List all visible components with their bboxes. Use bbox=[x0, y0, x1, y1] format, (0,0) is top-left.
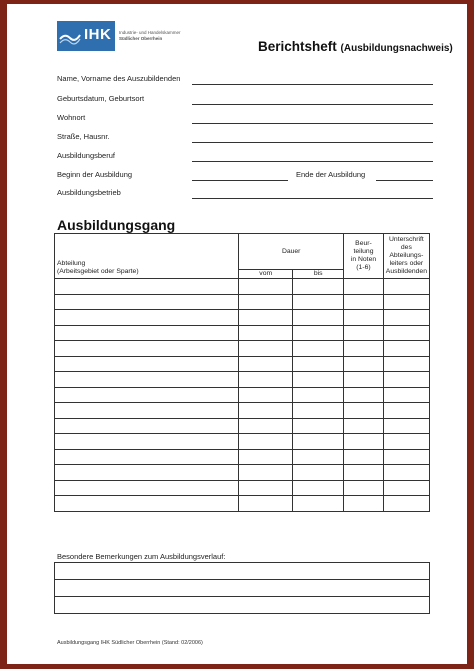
title-main: Berichtsheft bbox=[258, 39, 337, 54]
table-row bbox=[55, 496, 430, 512]
table-row bbox=[55, 480, 430, 496]
table-row bbox=[55, 325, 430, 341]
section-title: Ausbildungsgang bbox=[57, 217, 176, 233]
from-cell[interactable] bbox=[239, 496, 293, 512]
department-cell[interactable] bbox=[55, 480, 239, 496]
department-cell[interactable] bbox=[55, 325, 239, 341]
to-cell[interactable] bbox=[293, 418, 344, 434]
grade-cell[interactable] bbox=[344, 341, 384, 357]
residence-label: Wohnort bbox=[57, 113, 86, 122]
grade-cell[interactable] bbox=[344, 480, 384, 496]
remarks-cell[interactable] bbox=[55, 580, 430, 597]
from-cell[interactable] bbox=[239, 418, 293, 434]
from-cell[interactable] bbox=[239, 465, 293, 481]
to-cell[interactable] bbox=[293, 325, 344, 341]
grade-cell[interactable] bbox=[344, 279, 384, 295]
to-cell[interactable] bbox=[293, 279, 344, 295]
table-row bbox=[55, 294, 430, 310]
signature-cell[interactable] bbox=[383, 465, 429, 481]
header-department bbox=[55, 234, 239, 279]
title-sub: (Ausbildungsnachweis) bbox=[340, 43, 453, 54]
from-cell[interactable] bbox=[239, 325, 293, 341]
header-from: vom bbox=[239, 270, 293, 279]
department-cell[interactable] bbox=[55, 310, 239, 326]
to-cell[interactable] bbox=[293, 449, 344, 465]
footer-text: Ausbildungsgang IHK Südlicher Oberrhein (Stand: 02/2006) bbox=[57, 640, 203, 646]
street-field[interactable] bbox=[192, 142, 433, 143]
grade-cell[interactable] bbox=[344, 449, 384, 465]
start-field[interactable] bbox=[192, 180, 288, 181]
signature-cell[interactable] bbox=[383, 310, 429, 326]
to-cell[interactable] bbox=[293, 356, 344, 372]
header-signature: Unterschrift des Abteilungs- leiters oder Ausbildenden bbox=[383, 234, 429, 279]
to-cell[interactable] bbox=[293, 387, 344, 403]
grade-cell[interactable] bbox=[344, 356, 384, 372]
signature-cell[interactable] bbox=[383, 356, 429, 372]
logo-line1: Industrie- und Handelskammer bbox=[119, 30, 181, 35]
signature-cell[interactable] bbox=[383, 434, 429, 450]
profession-field[interactable] bbox=[192, 161, 433, 162]
department-cell[interactable] bbox=[55, 434, 239, 450]
logo-line2: Südlicher Oberrhein bbox=[119, 36, 163, 41]
from-cell[interactable] bbox=[239, 449, 293, 465]
grade-cell[interactable] bbox=[344, 325, 384, 341]
signature-cell[interactable] bbox=[383, 341, 429, 357]
ihk-logo bbox=[57, 21, 207, 51]
signature-cell[interactable] bbox=[383, 279, 429, 295]
table-row bbox=[55, 372, 430, 388]
table-row bbox=[55, 449, 430, 465]
training-table bbox=[54, 233, 430, 512]
grade-cell[interactable] bbox=[344, 465, 384, 481]
table-row bbox=[55, 465, 430, 481]
name-label: Name, Vorname des Auszubildenden bbox=[57, 74, 181, 83]
grade-cell[interactable] bbox=[344, 310, 384, 326]
remarks-row bbox=[55, 580, 430, 597]
signature-cell[interactable] bbox=[383, 418, 429, 434]
logo-brand: IHK bbox=[84, 26, 112, 43]
department-cell[interactable] bbox=[55, 418, 239, 434]
from-cell[interactable] bbox=[239, 387, 293, 403]
header-department-label: Abteilung bbox=[57, 260, 86, 268]
street-label: Straße, Hausnr. bbox=[57, 132, 110, 141]
department-cell[interactable] bbox=[55, 341, 239, 357]
signature-cell[interactable] bbox=[383, 496, 429, 512]
grade-cell[interactable] bbox=[344, 387, 384, 403]
to-cell[interactable] bbox=[293, 372, 344, 388]
remarks-cell[interactable] bbox=[55, 597, 430, 614]
company-label: Ausbildungsbetrieb bbox=[57, 188, 121, 197]
profession-label: Ausbildungsberuf bbox=[57, 151, 115, 160]
to-cell[interactable] bbox=[293, 310, 344, 326]
end-label: Ende der Ausbildung bbox=[296, 170, 366, 179]
signature-cell[interactable] bbox=[383, 403, 429, 419]
to-cell[interactable] bbox=[293, 403, 344, 419]
table-row bbox=[55, 387, 430, 403]
department-cell[interactable] bbox=[55, 356, 239, 372]
from-cell[interactable] bbox=[239, 294, 293, 310]
department-cell[interactable] bbox=[55, 372, 239, 388]
remarks-row bbox=[55, 563, 430, 580]
name-field[interactable] bbox=[192, 84, 433, 85]
grade-cell[interactable] bbox=[344, 372, 384, 388]
table-row bbox=[55, 418, 430, 434]
from-cell[interactable] bbox=[239, 434, 293, 450]
from-cell[interactable] bbox=[239, 372, 293, 388]
signature-cell[interactable] bbox=[383, 325, 429, 341]
signature-cell[interactable] bbox=[383, 480, 429, 496]
to-cell[interactable] bbox=[293, 496, 344, 512]
to-cell[interactable] bbox=[293, 294, 344, 310]
department-cell[interactable] bbox=[55, 449, 239, 465]
to-cell[interactable] bbox=[293, 480, 344, 496]
signature-cell[interactable] bbox=[383, 387, 429, 403]
signature-cell[interactable] bbox=[383, 294, 429, 310]
remarks-row bbox=[55, 597, 430, 614]
residence-field[interactable] bbox=[192, 123, 433, 124]
header-grade: Beur- teilung in Noten (1-6) bbox=[344, 234, 384, 279]
department-cell[interactable] bbox=[55, 294, 239, 310]
from-cell[interactable] bbox=[239, 403, 293, 419]
table-row bbox=[55, 356, 430, 372]
signature-cell[interactable] bbox=[383, 372, 429, 388]
remarks-table bbox=[54, 562, 430, 614]
header-duration: Dauer bbox=[239, 234, 344, 270]
birth-label: Geburtsdatum, Geburtsort bbox=[57, 94, 145, 103]
signature-cell[interactable] bbox=[383, 449, 429, 465]
end-field[interactable] bbox=[376, 180, 433, 181]
table-row bbox=[55, 403, 430, 419]
remarks-label: Besondere Bemerkungen zum Ausbildungsverlauf: bbox=[57, 552, 226, 561]
page-title bbox=[258, 39, 453, 54]
from-cell[interactable] bbox=[239, 480, 293, 496]
grade-cell[interactable] bbox=[344, 434, 384, 450]
birth-field[interactable] bbox=[192, 104, 433, 105]
from-cell[interactable] bbox=[239, 310, 293, 326]
department-cell[interactable] bbox=[55, 465, 239, 481]
wave-icon bbox=[59, 25, 81, 47]
grade-cell[interactable] bbox=[344, 496, 384, 512]
remarks-cell[interactable] bbox=[55, 563, 430, 580]
header-to: bis bbox=[293, 270, 344, 279]
table-row bbox=[55, 279, 430, 295]
table-row bbox=[55, 434, 430, 450]
department-cell[interactable] bbox=[55, 403, 239, 419]
department-cell[interactable] bbox=[55, 387, 239, 403]
to-cell[interactable] bbox=[293, 465, 344, 481]
to-cell[interactable] bbox=[293, 434, 344, 450]
company-field[interactable] bbox=[192, 198, 433, 199]
from-cell[interactable] bbox=[239, 279, 293, 295]
table-row bbox=[55, 341, 430, 357]
table-body bbox=[55, 279, 430, 512]
logo-box bbox=[57, 21, 115, 51]
department-cell[interactable] bbox=[55, 496, 239, 512]
from-cell[interactable] bbox=[239, 341, 293, 357]
grade-cell[interactable] bbox=[344, 294, 384, 310]
table-row bbox=[55, 310, 430, 326]
document-page bbox=[7, 4, 467, 664]
start-label: Beginn der Ausbildung bbox=[57, 170, 133, 179]
grade-cell[interactable] bbox=[344, 403, 384, 419]
from-cell[interactable] bbox=[239, 356, 293, 372]
department-cell[interactable] bbox=[55, 279, 239, 295]
header-department-sub: (Arbeitsgebiet oder Sparte) bbox=[57, 268, 139, 276]
grade-cell[interactable] bbox=[344, 418, 384, 434]
to-cell[interactable] bbox=[293, 341, 344, 357]
